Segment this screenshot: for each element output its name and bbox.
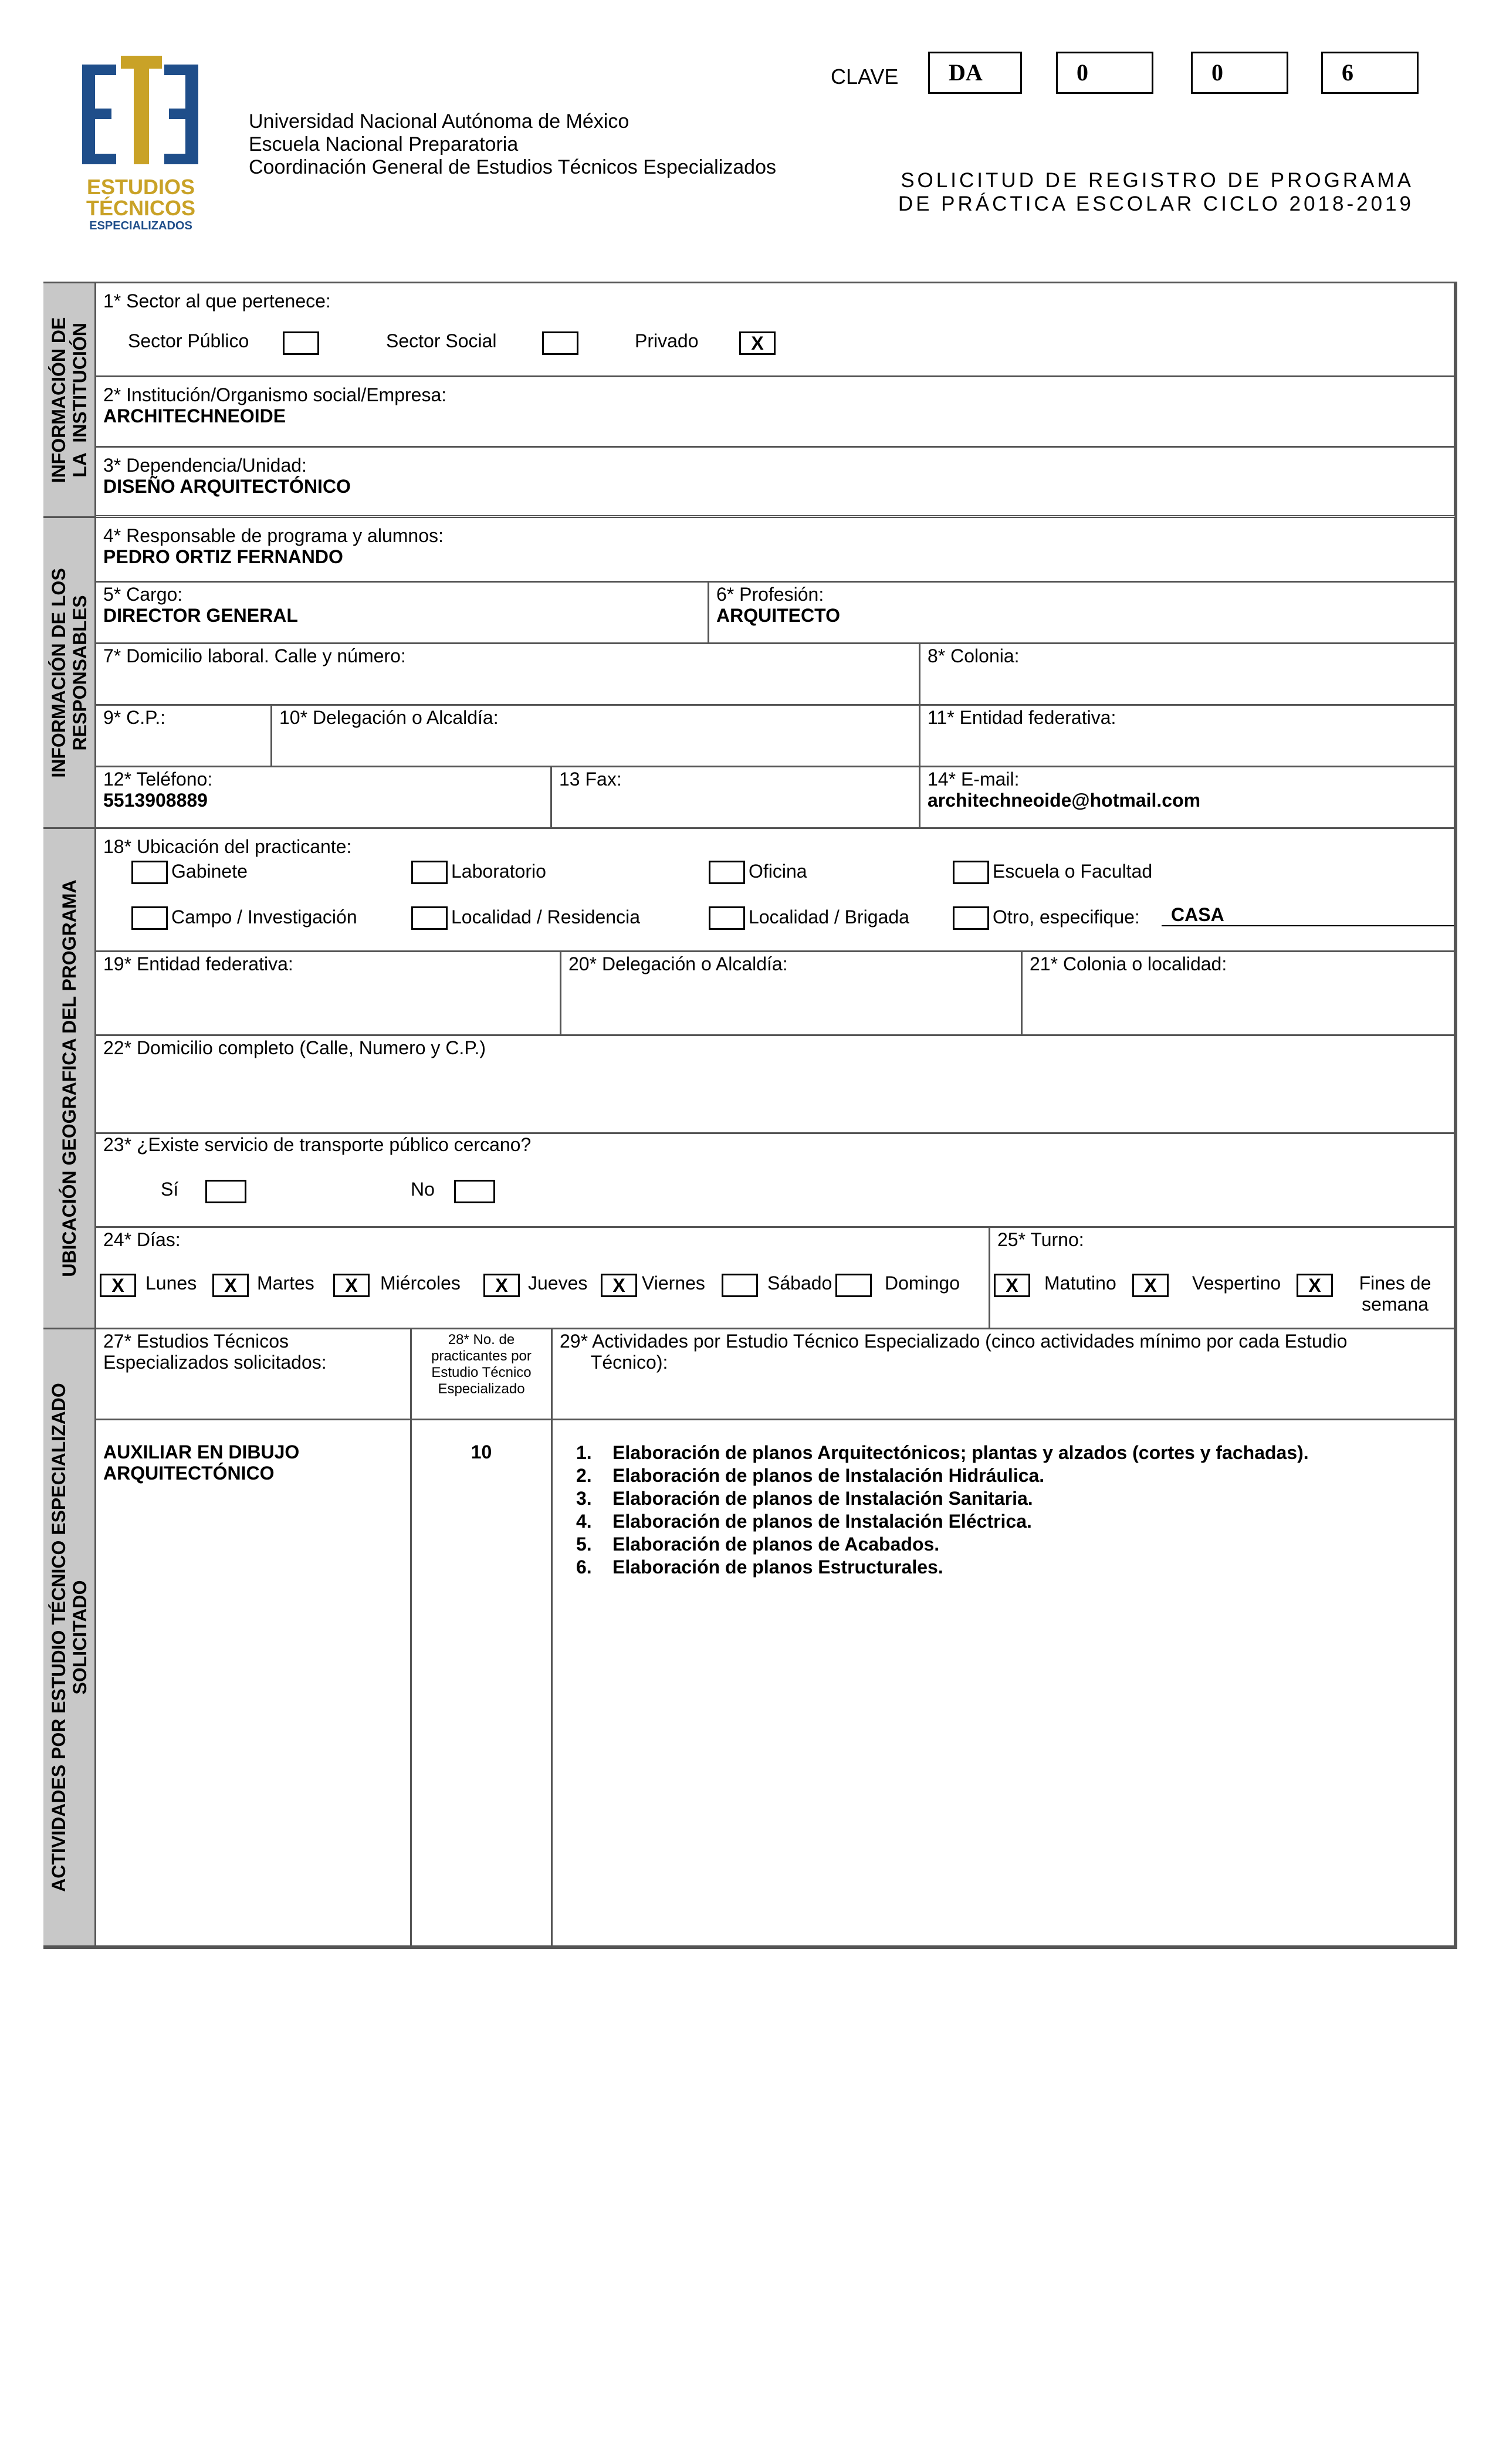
- section-ubicacion: [43, 829, 96, 1329]
- clave-box: DA: [928, 52, 1022, 94]
- section-actividades: [43, 1329, 96, 1947]
- ubic-colonia-label: 21* Colonia o localidad:: [1030, 953, 1227, 974]
- oficina-checkbox[interactable]: [709, 861, 745, 884]
- practicante-cell: [96, 829, 1456, 952]
- laboratorio-label: Laboratorio: [451, 861, 546, 882]
- clave-box: 0: [1056, 52, 1153, 94]
- transporte-si-label: Sí: [161, 1179, 179, 1200]
- form-title-line: SOLICITUD DE REGISTRO DE PROGRAMA: [901, 169, 1414, 192]
- logo-sub2: TÉCNICOS: [86, 196, 195, 220]
- turno-cell: [990, 1228, 1456, 1329]
- activity-text: Elaboración de planos Arquitectónicos; plantas y alzados (cortes y fachadas).: [612, 1442, 1309, 1463]
- gabinete-label: Gabinete: [171, 861, 248, 882]
- responsable-cell: [96, 518, 1456, 583]
- dependencia-value[interactable]: DISEÑO ARQUITECTÓNICO: [103, 476, 351, 497]
- profesion-cell: [709, 583, 1456, 644]
- org-lines: [249, 110, 776, 179]
- otro-checkbox[interactable]: [953, 906, 989, 930]
- otro-specify-field[interactable]: CASA: [1162, 904, 1456, 926]
- sector-cell: [96, 283, 1456, 377]
- section-institucion: [43, 283, 96, 518]
- lunes-label: Lunes: [145, 1272, 197, 1294]
- gabinete-checkbox[interactable]: [131, 861, 168, 884]
- colonia-label: 8* Colonia:: [928, 645, 1020, 666]
- list-item[interactable]: 1. Elaboración de planos Arquitectónicos; plantas y alzados (cortes y fachadas).: [576, 1442, 1309, 1463]
- sector-privado-checkbox[interactable]: X: [739, 331, 776, 355]
- email-value[interactable]: architechneoide@hotmail.com: [928, 790, 1201, 811]
- jueves-label: Jueves: [528, 1272, 588, 1294]
- org-line: Coordinación General de Estudios Técnicos Especializados: [249, 156, 776, 178]
- transporte-no-checkbox[interactable]: [454, 1180, 495, 1203]
- campo-label: Campo / Investigación: [171, 906, 357, 928]
- num-header-cell: [412, 1329, 553, 1420]
- ete-logo-icon: [76, 53, 205, 176]
- ubic-delegacion-label: 20* Delegación o Alcaldía:: [568, 953, 788, 974]
- sabado-label: Sábado: [767, 1272, 832, 1294]
- viernes-checkbox[interactable]: X: [601, 1274, 637, 1297]
- sector-publico-checkbox[interactable]: [283, 331, 319, 355]
- estudios-header-cell: [96, 1329, 412, 1420]
- list-item[interactable]: 6. Elaboración de planos Estructurales.: [576, 1556, 943, 1578]
- fax-cell: [552, 767, 920, 829]
- sector-social-label: Sector Social: [386, 330, 497, 351]
- num-value[interactable]: 10: [471, 1441, 492, 1463]
- practicante-label: 18* Ubicación del practicante:: [103, 836, 352, 857]
- telefono-label: 12* Teléfono:: [103, 769, 213, 790]
- brigada-checkbox[interactable]: [709, 906, 745, 930]
- sector-publico-label: Sector Público: [128, 330, 249, 351]
- telefono-value[interactable]: 5513908889: [103, 790, 208, 811]
- empresa-value[interactable]: ARCHITECHNEOIDE: [103, 405, 286, 427]
- sector-privado-label: Privado: [635, 330, 699, 351]
- ubic-entidad-label: 19* Entidad federativa:: [103, 953, 293, 974]
- dependencia-cell: [96, 448, 1456, 518]
- entidad-cell: [920, 706, 1456, 767]
- section-label: INFORMACIÓN DE LA INSTITUCIÓN: [48, 317, 90, 483]
- empresa-label: 2* Institución/Organismo social/Empresa:: [103, 384, 447, 405]
- form-title: [821, 169, 1414, 216]
- campo-checkbox[interactable]: [131, 906, 168, 930]
- activity-text: Elaboración de planos de Instalación Eléctrica.: [612, 1511, 1032, 1532]
- transporte-cell: [96, 1134, 1456, 1228]
- email-label: 14* E-mail:: [928, 769, 1020, 790]
- transporte-si-checkbox[interactable]: [205, 1180, 246, 1203]
- domicilio-laboral-label: 7* Domicilio laboral. Calle y número:: [103, 645, 406, 666]
- domingo-checkbox[interactable]: [835, 1274, 872, 1297]
- responsable-value[interactable]: PEDRO ORTIZ FERNANDO: [103, 546, 343, 567]
- cp-label: 9* C.P.:: [103, 707, 166, 728]
- cargo-label: 5* Cargo:: [103, 584, 183, 605]
- fines-semana-checkbox[interactable]: X: [1297, 1274, 1333, 1297]
- ubic-entidad-cell: [96, 952, 561, 1036]
- ubic-delegacion-cell: [561, 952, 1023, 1036]
- martes-label: Martes: [257, 1272, 314, 1294]
- list-item[interactable]: 2. Elaboración de planos de Instalación Hidráulica.: [576, 1465, 1045, 1486]
- clave-label: CLAVE: [831, 65, 899, 89]
- colonia-cell: [920, 644, 1456, 706]
- sector-label: 1* Sector al que pertenece:: [103, 290, 331, 312]
- section-label: INFORMACIÓN DE LOS RESPONSABLES: [48, 567, 90, 778]
- transporte-label: 23* ¿Existe servicio de transporte público cercano?: [103, 1134, 532, 1155]
- num-label: 28* No. de practicantes por Estudio Técnico Especializado: [431, 1332, 532, 1397]
- brigada-label: Localidad / Brigada: [749, 906, 909, 928]
- fines-semana-label: Fines de semana: [1359, 1272, 1431, 1315]
- estudio-value-cell: [96, 1420, 412, 1947]
- cargo-value[interactable]: DIRECTOR GENERAL: [103, 605, 298, 626]
- cargo-cell: [96, 583, 709, 644]
- sector-social-checkbox[interactable]: [542, 331, 578, 355]
- org-line: Escuela Nacional Preparatoria: [249, 133, 519, 155]
- fax-label: 13 Fax:: [559, 769, 622, 790]
- viernes-label: Viernes: [642, 1272, 705, 1294]
- clave-box: 0: [1191, 52, 1288, 94]
- section-label: UBICACIÓN GEOGRAFICA DEL PROGRAMA: [58, 879, 80, 1277]
- ubic-domicilio-label: 22* Domicilio completo (Calle, Numero y C.P.): [103, 1037, 486, 1058]
- activity-text: Elaboración de planos de Instalación Sanitaria.: [612, 1488, 1033, 1509]
- oficina-label: Oficina: [749, 861, 807, 882]
- cp-cell: [96, 706, 272, 767]
- logo-sub3: ESPECIALIZADOS: [89, 219, 192, 232]
- email-cell: [920, 767, 1456, 829]
- acts-label: 29* Actividades por Estudio Técnico Especializado (cinco actividades mínimo por cada Estudio Técnico):: [560, 1331, 1348, 1373]
- residencia-label: Localidad / Residencia: [451, 906, 640, 928]
- domingo-label: Domingo: [885, 1272, 960, 1294]
- jueves-checkbox[interactable]: X: [483, 1274, 520, 1297]
- transporte-no-label: No: [411, 1179, 435, 1200]
- otro-label: Otro, especifique:: [993, 906, 1140, 928]
- activity-text: Elaboración de planos de Acabados.: [612, 1534, 940, 1555]
- dependencia-label: 3* Dependencia/Unidad:: [103, 455, 307, 476]
- responsable-label: 4* Responsable de programa y alumnos:: [103, 525, 444, 546]
- vespertino-label: Vespertino: [1192, 1272, 1281, 1294]
- activities-list: [553, 1420, 1454, 1579]
- form-title-line: DE PRÁCTICA ESCOLAR CICLO 2018-2019: [898, 192, 1414, 215]
- telefono-cell: [96, 767, 552, 829]
- acts-value-cell: [553, 1420, 1456, 1947]
- miercoles-checkbox[interactable]: X: [333, 1274, 370, 1297]
- escuela-checkbox[interactable]: [953, 861, 989, 884]
- list-item[interactable]: 3. Elaboración de planos de Instalación Sanitaria.: [576, 1488, 1033, 1509]
- profesion-label: 6* Profesión:: [716, 584, 824, 605]
- activity-text: Elaboración de planos de Instalación Hidráulica.: [612, 1465, 1045, 1486]
- domicilio-laboral-cell: [96, 644, 920, 706]
- delegacion-label: 10* Delegación o Alcaldía:: [279, 707, 499, 728]
- lunes-checkbox[interactable]: X: [100, 1274, 136, 1297]
- logo-sub1: ESTUDIOS: [86, 175, 195, 199]
- clave-box: 6: [1321, 52, 1419, 94]
- entidad-label: 11* Entidad federativa:: [928, 707, 1116, 728]
- org-line: Universidad Nacional Autónoma de México: [249, 110, 629, 133]
- section-label: ACTIVIDADES POR ESTUDIO TÉCNICO ESPECIALIZADO SOLICITADO: [48, 1383, 90, 1892]
- martes-checkbox[interactable]: X: [212, 1274, 249, 1297]
- escuela-label: Escuela o Facultad: [993, 861, 1153, 882]
- ubic-domicilio-cell: [96, 1036, 1456, 1134]
- dias-cell: [96, 1228, 990, 1329]
- miercoles-label: Miércoles: [380, 1272, 461, 1294]
- laboratorio-checkbox[interactable]: [411, 861, 448, 884]
- dias-label: 24* Días:: [103, 1229, 181, 1250]
- ubic-colonia-cell: [1023, 952, 1456, 1036]
- logo: [76, 53, 205, 232]
- activity-text: Elaboración de planos Estructurales.: [612, 1556, 943, 1578]
- matutino-checkbox[interactable]: X: [994, 1274, 1030, 1297]
- estudios-label: 27* Estudios Técnicos Especializados solicitados:: [103, 1331, 327, 1373]
- empresa-cell: [96, 377, 1456, 448]
- vespertino-checkbox[interactable]: X: [1132, 1274, 1169, 1297]
- list-item[interactable]: 5. Elaboración de planos de Acabados.: [576, 1534, 940, 1555]
- num-value-cell: [412, 1420, 553, 1947]
- sabado-checkbox[interactable]: [722, 1274, 758, 1297]
- residencia-checkbox[interactable]: [411, 906, 448, 930]
- profesion-value[interactable]: ARQUITECTO: [716, 605, 840, 626]
- list-item[interactable]: 4. Elaboración de planos de Instalación Eléctrica.: [576, 1511, 1032, 1532]
- estudio-value[interactable]: AUXILIAR EN DIBUJO ARQUITECTÓNICO: [103, 1441, 300, 1484]
- delegacion-cell: [272, 706, 920, 767]
- matutino-label: Matutino: [1044, 1272, 1116, 1294]
- turno-label: 25* Turno:: [997, 1229, 1084, 1250]
- acts-header-cell: [553, 1329, 1456, 1420]
- section-responsables: [43, 518, 96, 829]
